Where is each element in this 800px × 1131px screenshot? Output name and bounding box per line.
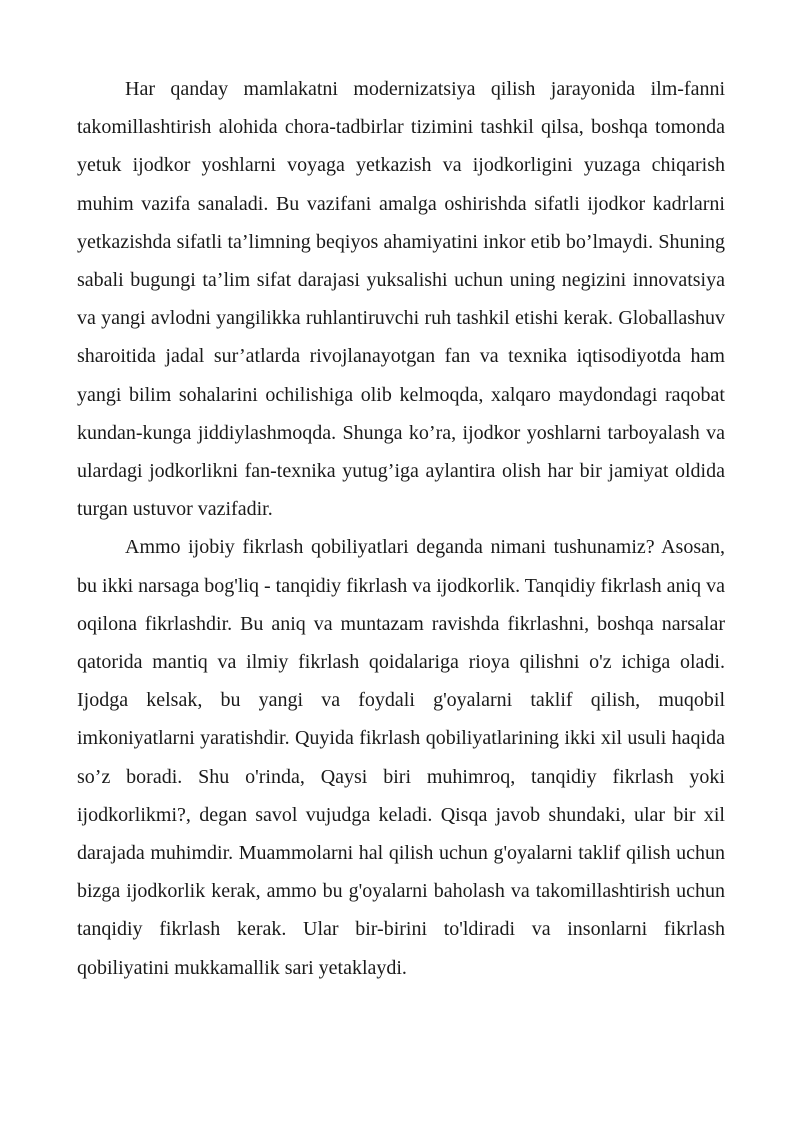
paragraph-1: Har qanday mamlakatni modernizatsiya qilish jarayonida ilm-fanni takomillashtirish alohida chora-tadbirlar tizimini tashkil qilsa, boshqa tomonda yetuk ijodkor yoshlarni voyaga yetkazish va ijodkorligini yuzaga chiqarish muhim vazifa sanaladi. Bu vazifani amalga oshirishda sifatli ijodkor kadrlarni yetkazishda sifatli ta’limning beqiyos ahamiyatini inkor etib bo’lmaydi. Shuning sabali bugungi ta’lim sifat darajasi yuksalishi uchun uning negizini innovatsiya va yangi avlodni yangilikka ruhlantiruvchi ruh tashkil etishi kerak. Globallashuv sharoitida jadal sur’atlarda rivojlanayotgan fan va texnika iqtisodiyotda ham yangi bilim sohalarini ochilishiga olib kelmoqda, xalqaro maydondagi raqobat kundan-kunga jiddiylashmoqda. Shunga ko’ra, ijodkor yoshlarni tarboyalash va ulardagi jodkorlikni fan-texnika yutug’iga aylantira olish har bir jamiyat oldida turgan ustuvor vazifadir. bbox=[77, 78, 725, 521]
paragraph-2: Ammo ijobiy fikrlash qobiliyatlari deganda nimani tushunamiz? Asosan, bu ikki narsaga bog'liq - tanqidiy fikrlash va ijodkorlik. Tanqidiy fikrlash aniq va oqilona fikrlashdir. Bu aniq va muntazam ravishda fikrlashni, boshqa narsalar qatorida mantiq va ilmiy fikrlash qoidalariga rioya qilishni o'z ichiga oladi. Ijodga kelsak, bu yangi va foydali g'oyalarni taklif qilish, muqobil imkoniyatlarni yaratishdir. Quyida fikrlash qobiliyatlarining ikki xil usuli haqida so’z boradi. Shu o'rinda, Qaysi biri muhimroq, tanqidiy fikrlash yoki ijodkorlikmi?, degan savol vujudga keladi. Qisqa javob shundaki, ular bir xil darajada muhimdir. Muammolarni hal qilish uchun g'oyalarni taklif qilish uchun bizga ijodkorlik kerak, ammo bu g'oyalarni baholash va takomillashtirish uchun tanqidiy fikrlash kerak. Ular bir-birini to'ldiradi va insonlarni fikrlash qobiliyatini mukkamallik sari yetaklaydi. bbox=[77, 536, 725, 979]
document-page bbox=[77, 70, 725, 987]
